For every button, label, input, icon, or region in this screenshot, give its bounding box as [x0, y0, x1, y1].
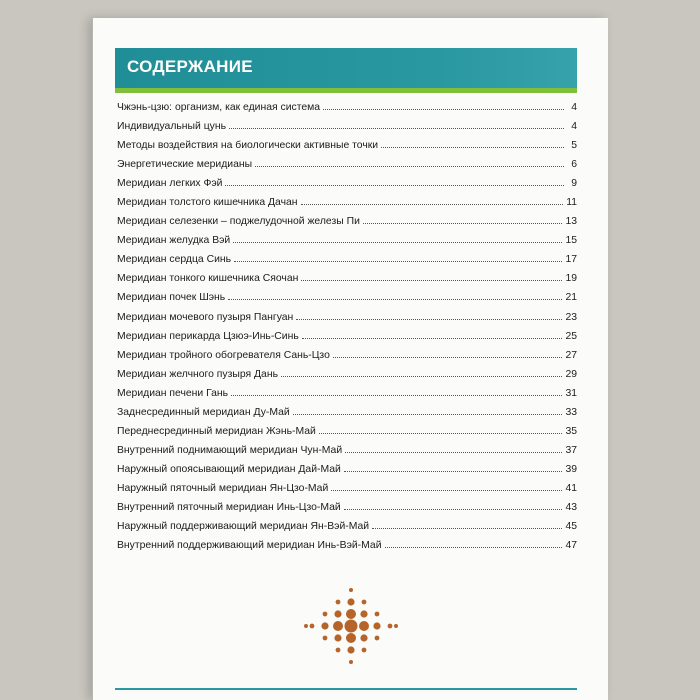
ornament-dot	[373, 622, 380, 629]
toc-entry[interactable]	[117, 330, 577, 349]
toc-entry-title: Энергетические меридианы	[117, 159, 253, 171]
toc-entry-title: Внутренний поддерживающий меридиан Инь-Вэй-Май	[117, 540, 382, 552]
book-page	[92, 18, 608, 700]
toc-entry-title: Заднесрединный меридиан Ду-Май	[117, 406, 290, 418]
ornament-dot	[323, 612, 328, 617]
toc-entry[interactable]	[117, 520, 577, 539]
ornament-dot	[346, 609, 356, 619]
toc-entry-page: 35	[565, 425, 577, 437]
toc-entry-page: 17	[565, 254, 577, 266]
toc-entry-title: Индивидуальный цунь	[117, 121, 226, 133]
toc-entry-title: Методы воздействия на биологически активные точки	[117, 140, 379, 152]
toc-entry-page: 9	[571, 178, 577, 190]
toc-entry-title: Меридиан толстого кишечника Дачан	[117, 197, 298, 209]
toc-entry-page: 5	[571, 140, 577, 152]
toc-leader-dots	[231, 387, 562, 396]
ornament-dot	[310, 624, 315, 629]
toc-entry[interactable]	[117, 177, 577, 196]
toc-entry-title: Меридиан желудка Вэй	[117, 235, 231, 247]
ornament-dot	[347, 646, 354, 653]
toc-entry[interactable]	[117, 139, 577, 158]
toc-entry-page: 31	[565, 387, 577, 399]
toc-leader-dots	[333, 349, 563, 358]
toc-entry-page: 21	[565, 292, 577, 304]
toc-leader-dots	[331, 482, 562, 491]
toc-leader-dots	[229, 120, 564, 129]
toc-leader-dots	[293, 406, 563, 415]
toc-leader-dots	[381, 139, 564, 148]
toc-entry-title: Меридиан перикарда Цзюэ-Инь-Синь	[117, 330, 299, 342]
ornament-dot	[345, 620, 358, 633]
toc-entry-page: 39	[565, 463, 577, 475]
ornament-dot	[336, 600, 341, 605]
toc-entry-page: 43	[565, 501, 577, 513]
ornament-dot	[336, 648, 341, 653]
ornament-dot	[362, 600, 367, 605]
toc-entry[interactable]	[117, 501, 577, 520]
toc-entry-title: Меридиан селезенки – поджелудочной железы Пи	[117, 216, 360, 228]
toc-entry-page: 13	[565, 216, 577, 228]
toc-entry[interactable]	[117, 215, 577, 234]
toc-entry-page: 29	[565, 368, 577, 380]
ornament-dot	[362, 648, 367, 653]
toc-leader-dots	[302, 330, 563, 339]
toc-entry[interactable]	[117, 387, 577, 406]
toc-entry-title: Меридиан печени Гань	[117, 387, 229, 399]
toc-leader-dots	[255, 158, 564, 167]
toc-leader-dots	[301, 196, 564, 205]
toc-entry-page: 4	[571, 102, 577, 113]
footer-line	[115, 688, 577, 690]
toc-entry-title: Меридиан мочевого пузыря Пангуан	[117, 311, 294, 323]
toc-entry[interactable]	[117, 406, 577, 425]
dot-sunburst-icon	[303, 588, 399, 664]
toc-entry-page: 25	[565, 330, 577, 342]
toc-entry-page: 45	[565, 521, 577, 533]
toc-leader-dots	[301, 272, 562, 281]
toc-leader-dots	[345, 444, 562, 453]
ornament-dot	[360, 634, 367, 641]
ornament-dot	[349, 660, 353, 664]
toc-entry-page: 19	[565, 273, 577, 285]
toc-entry-title: Внутренний пяточный меридиан Инь-Цзо-Май	[117, 501, 341, 513]
contents-header	[115, 48, 577, 93]
toc-leader-dots	[225, 177, 564, 186]
ornament-dot	[334, 634, 341, 641]
toc-entry-title: Наружный опоясывающий меридиан Дай-Май	[117, 463, 341, 475]
toc-entry[interactable]	[117, 158, 577, 177]
toc-leader-dots	[233, 234, 562, 243]
toc-entry-page: 47	[565, 540, 577, 552]
ornament-dot	[359, 621, 369, 631]
toc-entry[interactable]	[117, 425, 577, 444]
ornament-dot	[321, 622, 328, 629]
ornament-dot	[347, 598, 354, 605]
toc-entry[interactable]	[117, 349, 577, 368]
toc-entry-title: Наружный пяточный меридиан Ян-Цзо-Май	[117, 482, 329, 494]
toc-entry-page: 27	[565, 349, 577, 361]
ornament-dot	[375, 612, 380, 617]
ornament-dot	[388, 624, 393, 629]
ornament-dot	[375, 636, 380, 641]
toc-entry-title: Чжэнь-цзю: организм, как единая система	[117, 102, 321, 113]
toc-entry-title: Меридиан легких Фэй	[117, 178, 223, 190]
toc-entry[interactable]	[117, 463, 577, 482]
toc-entry-page: 23	[565, 311, 577, 323]
toc-entry[interactable]	[117, 444, 577, 463]
ornament-dot	[333, 621, 343, 631]
toc-entry-page: 6	[571, 159, 577, 171]
toc-leader-dots	[228, 291, 562, 300]
toc-entry[interactable]	[117, 311, 577, 330]
toc-entry-page: 33	[565, 406, 577, 418]
toc-entry[interactable]	[117, 482, 577, 501]
toc-entry-title: Меридиан почек Шэнь	[117, 292, 226, 304]
toc-leader-dots	[344, 463, 563, 472]
toc-entry[interactable]	[117, 196, 577, 215]
toc-leader-dots	[296, 311, 562, 320]
ornament-dot	[360, 610, 367, 617]
ornament-dot	[334, 610, 341, 617]
ornament-dot	[346, 633, 356, 643]
toc-entry-title: Переднесрединный меридиан Жэнь-Май	[117, 425, 316, 437]
toc-entry-title: Меридиан желчного пузыря Дань	[117, 368, 278, 380]
toc-leader-dots	[323, 101, 564, 110]
toc-leader-dots	[385, 539, 563, 548]
ornament-dot	[349, 588, 353, 592]
toc-entry[interactable]	[117, 253, 577, 272]
ornament-dot	[323, 636, 328, 641]
toc-entry-page: 37	[565, 444, 577, 456]
toc-entry-page: 11	[566, 197, 577, 209]
toc-leader-dots	[344, 501, 563, 510]
toc-leader-dots	[372, 520, 562, 529]
toc-entry-page: 4	[571, 121, 577, 133]
toc-entry-title: Меридиан тройного обогревателя Сань-Цзо	[117, 349, 330, 361]
toc-entry[interactable]	[117, 120, 577, 139]
ornament-dot	[304, 624, 308, 628]
toc-leader-dots	[281, 368, 562, 377]
toc-entry-title: Меридиан тонкого кишечника Сяочан	[117, 273, 299, 285]
toc-entry-page: 15	[565, 235, 577, 247]
toc-entry[interactable]	[117, 368, 577, 387]
toc-leader-dots	[234, 253, 562, 262]
toc-leader-dots	[319, 425, 563, 434]
table-of-contents	[117, 101, 577, 558]
toc-leader-dots	[363, 215, 563, 224]
toc-entry-title: Меридиан сердца Синь	[117, 254, 232, 266]
toc-entry[interactable]	[117, 101, 577, 120]
toc-entry[interactable]	[117, 272, 577, 291]
ornament-dot	[394, 624, 398, 628]
toc-entry[interactable]	[117, 291, 577, 310]
page-title: СОДЕРЖАНИЕ	[127, 57, 253, 76]
toc-entry[interactable]	[117, 234, 577, 253]
toc-entry-title: Внутренний поднимающий меридиан Чун-Май	[117, 444, 343, 456]
toc-entry-title: Наружный поддерживающий меридиан Ян-Вэй-Май	[117, 521, 370, 533]
toc-entry-page: 41	[565, 482, 577, 494]
toc-entry[interactable]	[117, 539, 577, 558]
